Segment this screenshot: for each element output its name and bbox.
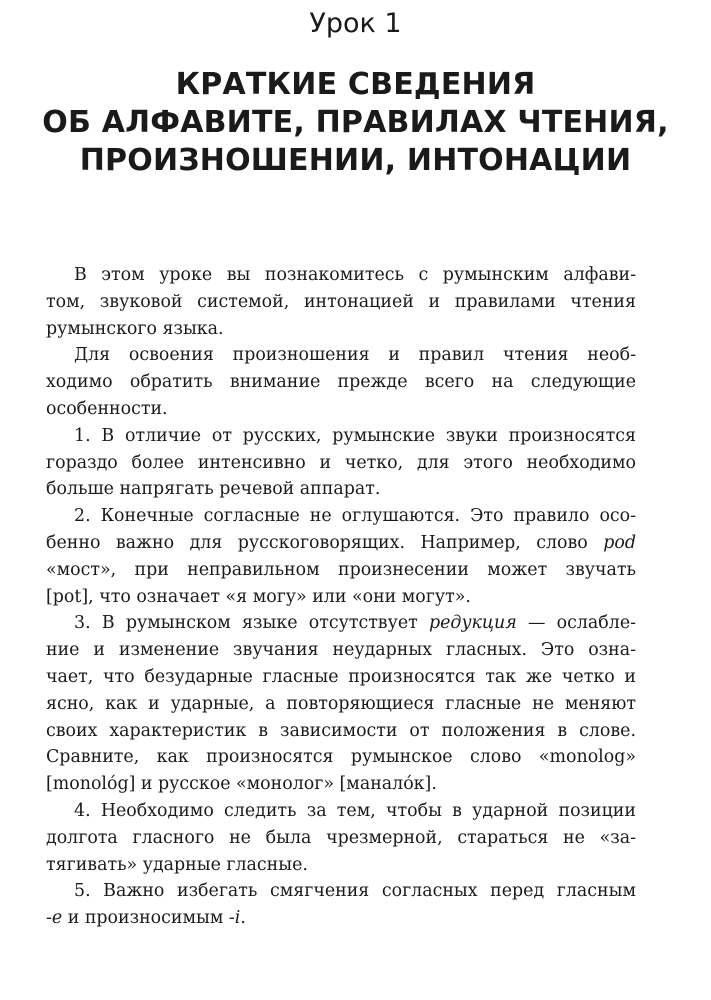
text-fragment: и произносимым	[62, 908, 229, 929]
term: редукция	[429, 613, 517, 634]
text-line: ходимо обратить внимание прежде всего на следующие	[46, 372, 636, 393]
lesson-number: Урок 1	[309, 8, 402, 39]
text-fragment: .	[240, 908, 246, 929]
romanian-word: pod	[603, 532, 636, 553]
text-line: ясно, как и ударные, а повторяющиеся гласные не меняют	[46, 693, 636, 714]
text-fragment: 3. В румынском языке отсутствует	[74, 613, 429, 634]
text-line: [monolо́g] и русское «монолог» [манало́к].	[46, 774, 437, 795]
title-line: КРАТКИЕ СВЕДЕНИЯ	[175, 67, 536, 102]
text-line: 5. Важно избегать смягчения согласных перед гласным	[74, 881, 636, 902]
text-line	[46, 905, 636, 932]
text-fragment: — ослабле-	[516, 613, 636, 634]
text-line: «мост», при неправильном произнесении может звучать	[46, 559, 636, 580]
text-line: том, звуковой системой, интонацией и правилами чтения	[46, 291, 636, 312]
text-line: румынского языка.	[46, 318, 224, 339]
text-line: ние и изменение звучания неударных гласных. Это озна-	[46, 640, 636, 661]
text-line: Для освоения произношения и правил чтения необ-	[74, 345, 636, 366]
text-line	[46, 530, 636, 557]
text-line: [pot], что означает «я могу» или «они могут».	[46, 586, 471, 607]
text-line: долгота гласного не была чрезмерной, стараться не «за-	[46, 827, 636, 848]
title-line: ОБ АЛФАВИТЕ, ПРАВИЛАХ ЧТЕНИЯ,	[42, 105, 669, 140]
text-line: своих характеристик в зависимости от положения в слове.	[46, 720, 636, 741]
text-line: тягивать» ударные гласные.	[46, 854, 308, 875]
text-line: Сравните, как произносятся румынское слово «monolog»	[46, 747, 636, 768]
text-line: В этом уроке вы познакомитесь с румынским алфави-	[74, 265, 636, 285]
body-text	[46, 262, 636, 932]
text-line: гораздо более интенсивно и четко, для этого необходимо	[46, 452, 636, 473]
text-line: чает, что безударные гласные произносятся так же четко и	[46, 666, 636, 687]
letter-example: -i	[228, 908, 241, 929]
page-title	[20, 66, 691, 180]
text-fragment: бенно важно для русскоговорящих. Например, слово	[46, 532, 604, 553]
text-line	[46, 610, 636, 637]
text-line: 1. В отличие от русских, румынские звуки произносятся	[74, 425, 636, 446]
text-line: 4. Необходимо следить за тем, чтобы в ударной позиции	[74, 800, 636, 821]
text-line: 2. Конечные согласные не оглушаются. Это правило осо-	[74, 506, 636, 527]
title-line: ПРОИЗНОШЕНИИ, ИНТОНАЦИИ	[79, 143, 632, 178]
text-line: больше напрягать речевой аппарат.	[46, 479, 381, 500]
text-line: особенности.	[46, 398, 168, 419]
letter-example: -е	[46, 908, 63, 929]
